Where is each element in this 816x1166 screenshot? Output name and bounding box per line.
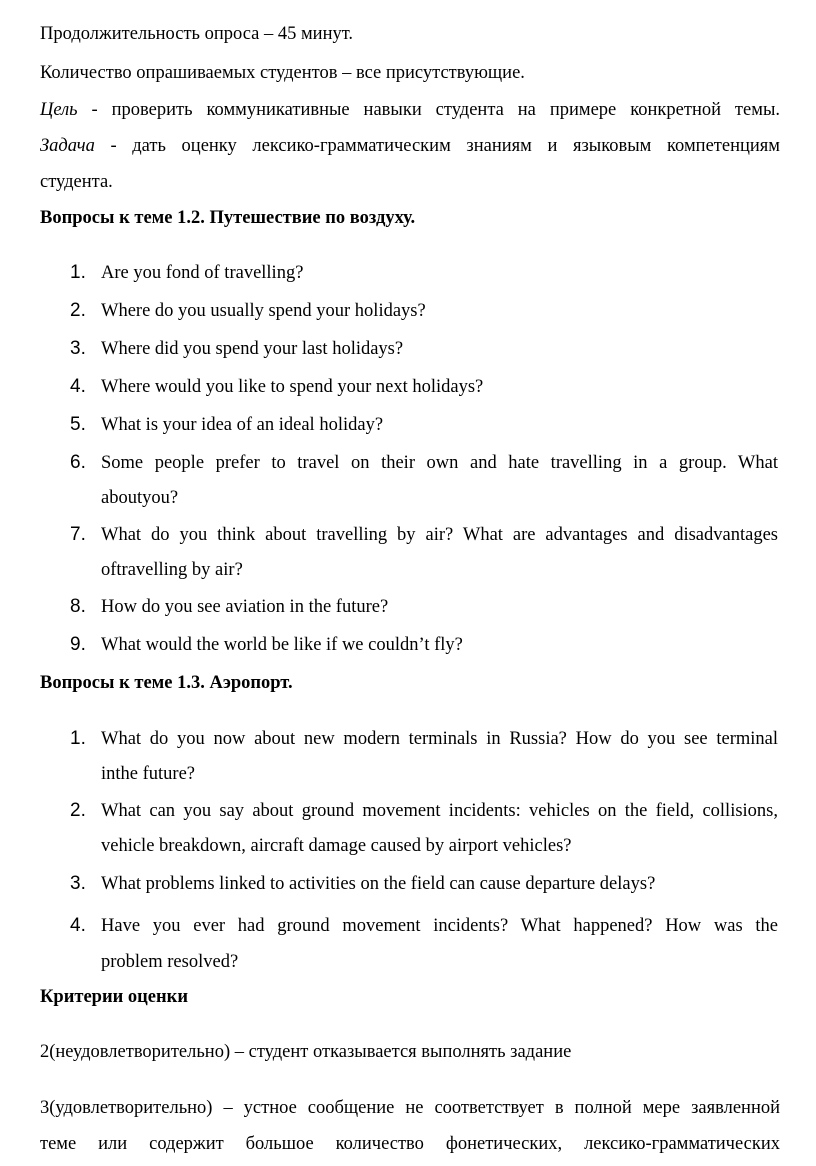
goal-line [40, 101, 780, 120]
question-text: What do you think about travelling by air? What are advantages and disadvantages [101, 525, 778, 545]
question-text: What do you now about new modern terminals in Russia? How do you see terminal [101, 729, 778, 749]
question-text-cont: inthe future? [101, 764, 195, 784]
list-number: 1. [70, 728, 86, 749]
question-text-cont: vehicle breakdown, aircraft damage caused by airport vehicles? [101, 836, 572, 856]
question-text: What is your idea of an ideal holiday? [101, 415, 384, 435]
list-number: 5. [70, 414, 86, 435]
goal-label: Цель [40, 100, 78, 120]
list-number: 3. [70, 338, 86, 359]
question-text-cont: oftravelling by air? [101, 560, 243, 580]
question-text: Where did you spend your last holidays? [101, 339, 404, 359]
question-text: Where would you like to spend your next holidays? [101, 377, 484, 397]
section1-heading: Вопросы к теме 1.2. Путешествие по воздуху. [40, 208, 416, 228]
question-text-cont: problem resolved? [101, 952, 239, 972]
question-text: What can you say about ground movement incidents: vehicles on the field, collisions, [101, 801, 778, 821]
grade3-line2: теме или содержит большое количество фонетических, лексико-грамматических [40, 1134, 780, 1154]
list-number: 2. [70, 300, 86, 321]
list-number: 6. [70, 452, 86, 473]
list-number: 8. [70, 596, 86, 617]
list-number: 2. [70, 800, 86, 821]
section2-heading: Вопросы к теме 1.3. Аэропорт. [40, 673, 293, 693]
grade2-line: 2(неудовлетворительно) – студент отказывается выполнять задание [40, 1042, 572, 1062]
task-label: Задача [40, 136, 95, 156]
students-line: Количество опрашиваемых студентов – все присутствующие. [40, 63, 525, 83]
question-text: What would the world be like if we couldn’t fly? [101, 635, 463, 655]
list-number: 3. [70, 873, 86, 894]
question-text: How do you see aviation in the future? [101, 597, 389, 617]
question-text-cont: aboutyou? [101, 488, 179, 508]
task-text: - дать оценку лексико-грамматическим знаниям и языковым компетенциям [94, 136, 780, 156]
task-line-cont: студента. [40, 172, 113, 192]
list-number: 9. [70, 634, 86, 655]
question-text: What problems linked to activities on the field can cause departure delays? [101, 874, 656, 894]
question-text: Have you ever had ground movement incidents? What happened? How was the [101, 916, 778, 936]
list-number: 4. [70, 376, 86, 397]
duration-line: Продолжительность опроса – 45 минут. [40, 24, 354, 44]
question-text: Where do you usually spend your holidays? [101, 301, 426, 321]
grade3-line1: 3(удовлетворительно) – устное сообщение не соответствует в полной мере заявленной [40, 1098, 780, 1118]
question-text: Some people prefer to travel on their own and hate travelling in a group. What [101, 453, 778, 473]
task-line [40, 137, 780, 156]
criteria-heading: Критерии оценки [40, 987, 188, 1007]
goal-text: - проверить коммуникативные навыки студента на примере конкретной темы. [77, 100, 780, 120]
list-number: 4. [70, 915, 86, 936]
list-number: 1. [70, 262, 86, 283]
question-text: Are you fond of travelling? [101, 263, 304, 283]
list-number: 7. [70, 524, 86, 545]
